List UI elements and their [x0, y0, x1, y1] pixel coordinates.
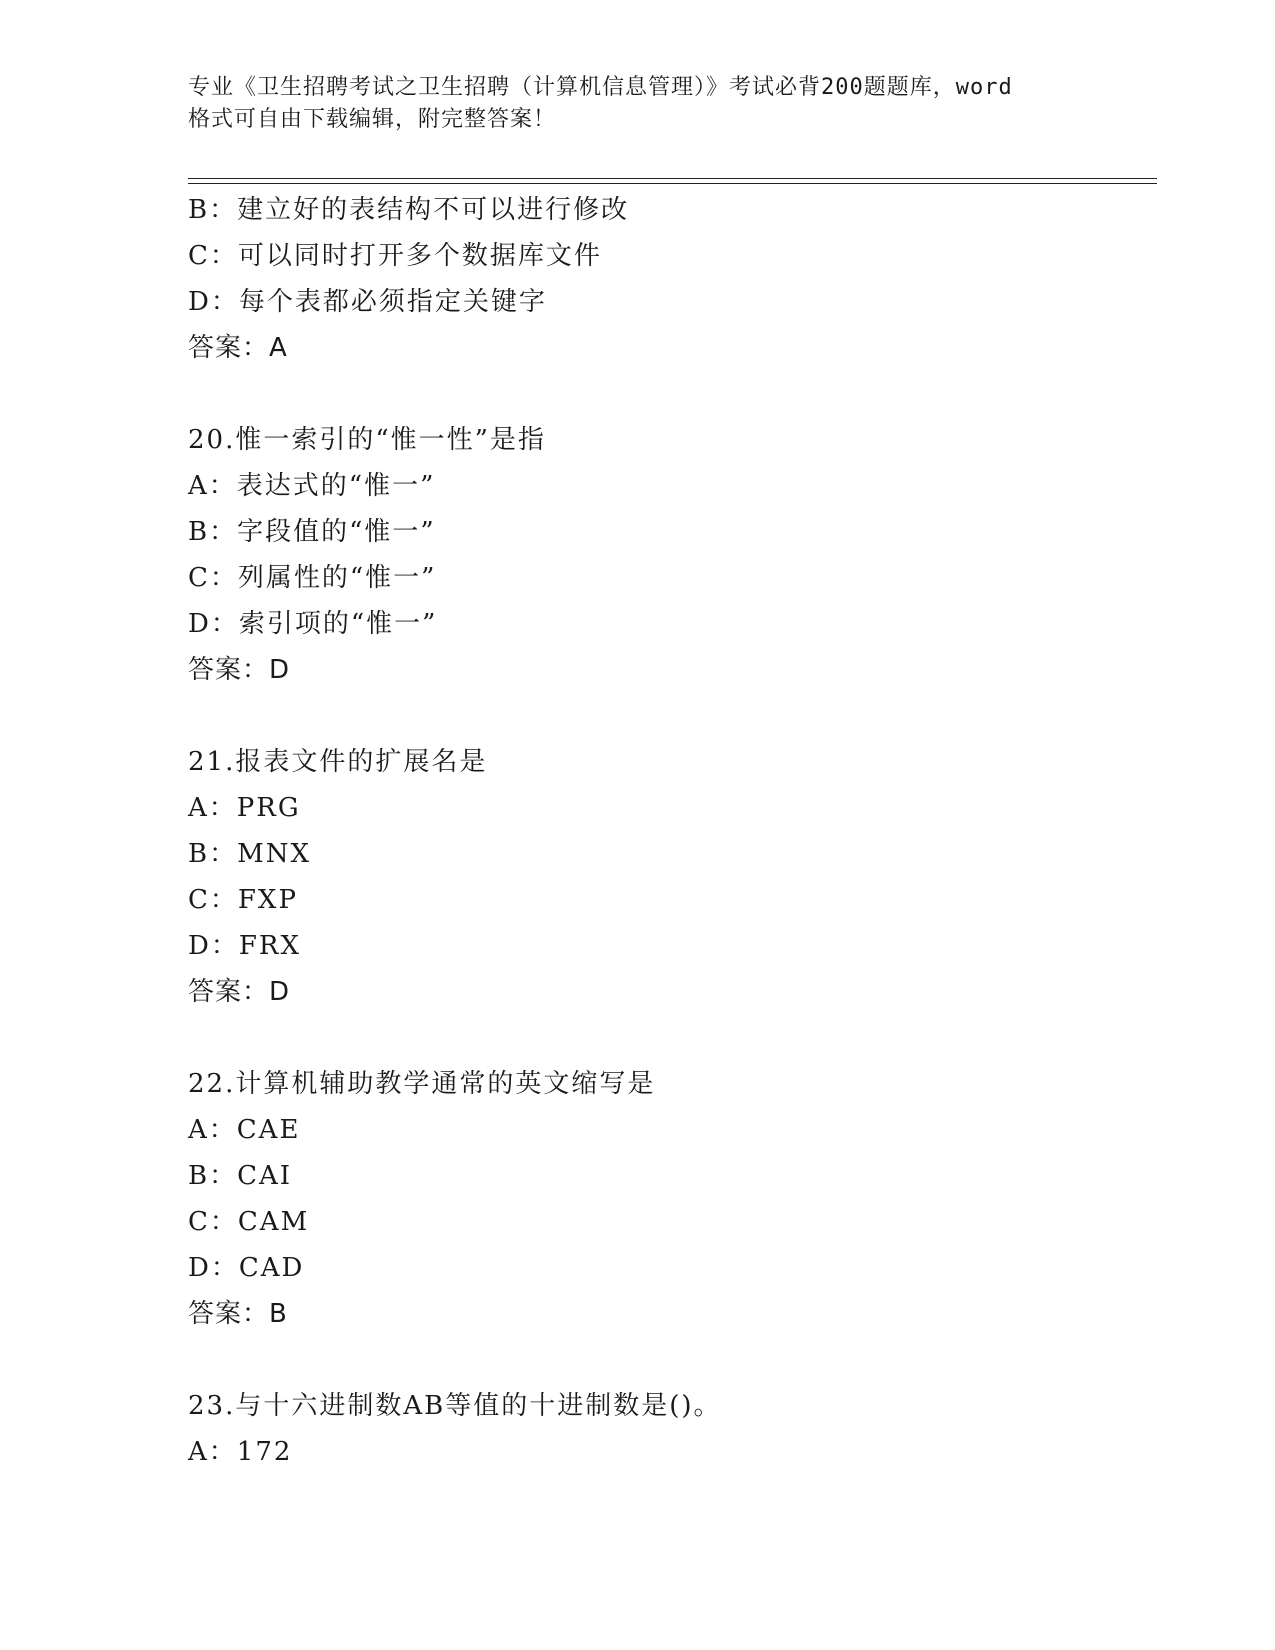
- option-c: C：列属性的“惟一”: [188, 563, 437, 593]
- question-stem: 21.报表文件的扩展名是: [188, 747, 488, 777]
- question-22: [188, 1061, 1157, 1337]
- option-b: B：MNX: [188, 839, 311, 869]
- header-rule-top: [188, 178, 1157, 179]
- answer: 答案：D: [188, 655, 291, 685]
- answer: 答案：D: [188, 977, 291, 1007]
- answer: 答案：B: [188, 1299, 288, 1329]
- document-body: [188, 187, 1157, 1475]
- option-d: D：FRX: [188, 931, 301, 961]
- option-d: D：索引项的“惟一”: [188, 609, 438, 639]
- option-c: C：FXP: [188, 885, 298, 915]
- header-line-1: 专业《卫生招聘考试之卫生招聘（计算机信息管理）》考试必背200题题库，word: [188, 75, 1013, 100]
- option-a: A：172: [188, 1437, 293, 1467]
- header-rule-bottom: [188, 183, 1157, 184]
- question-23: [188, 1383, 1157, 1475]
- option-d: D：CAD: [188, 1253, 305, 1283]
- question-21: [188, 739, 1157, 1015]
- prev-question: [188, 187, 1157, 371]
- option-c: C：CAM: [188, 1207, 310, 1237]
- question-stem: 20.惟一索引的“惟一性”是指: [188, 425, 546, 455]
- option-a: A：CAE: [188, 1115, 301, 1145]
- option-a: A：表达式的“惟一”: [188, 471, 436, 501]
- option-b: B：字段值的“惟一”: [188, 517, 436, 547]
- document-header: [188, 72, 1088, 136]
- question-20: [188, 417, 1157, 693]
- option-b: B：建立好的表结构不可以进行修改: [188, 195, 630, 225]
- question-stem: 22.计算机辅助教学通常的英文缩写是: [188, 1069, 656, 1099]
- option-d: D：每个表都必须指定关键字: [188, 287, 547, 317]
- header-line-2: 格式可自由下载编辑，附完整答案！: [188, 107, 557, 132]
- option-a: A：PRG: [188, 793, 301, 823]
- option-b: B：CAI: [188, 1161, 293, 1191]
- option-c: C：可以同时打开多个数据库文件: [188, 241, 602, 271]
- question-stem: 23.与十六进制数AB等值的十进制数是()。: [188, 1391, 722, 1421]
- answer: 答案：A: [188, 333, 288, 363]
